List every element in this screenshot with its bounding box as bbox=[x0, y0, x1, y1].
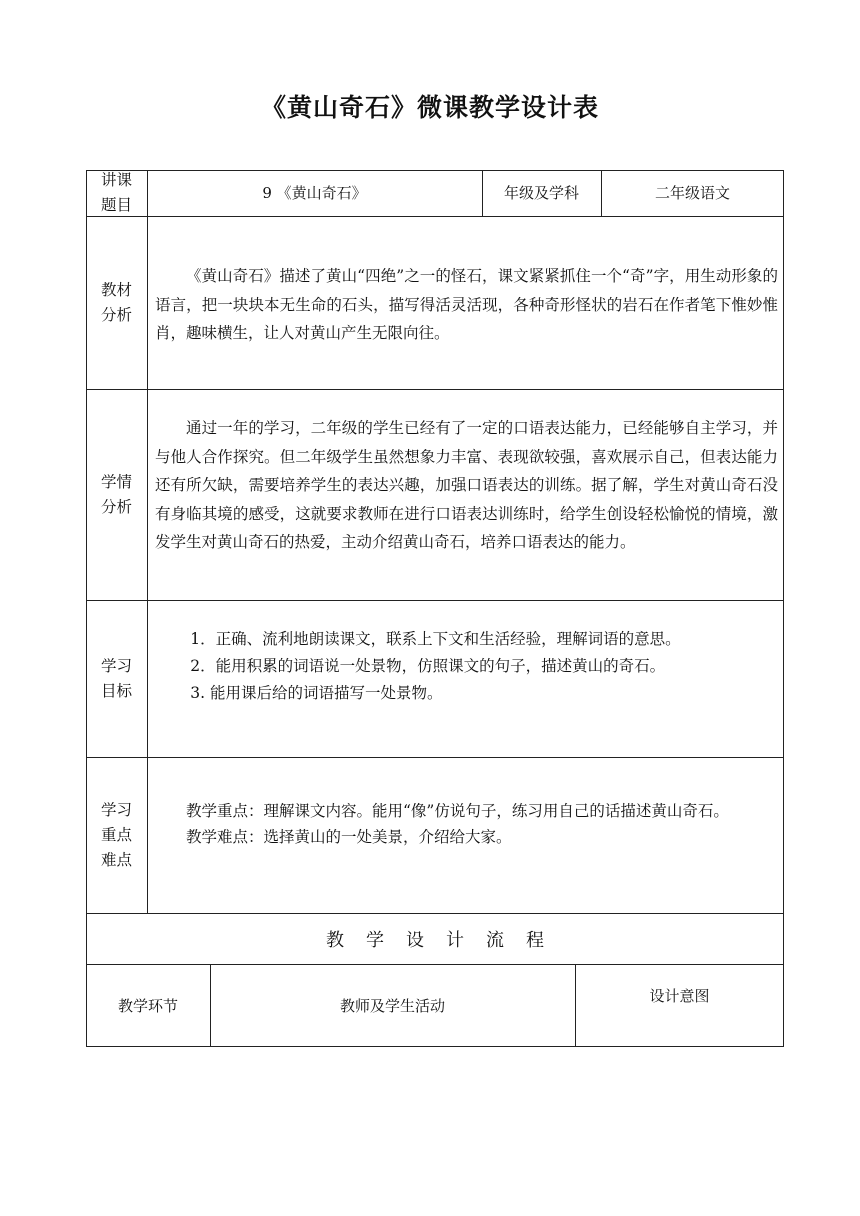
material-analysis-label bbox=[86, 216, 147, 389]
row-divider bbox=[86, 757, 784, 758]
goals-label-line1: 学习 bbox=[100, 656, 132, 675]
column-divider bbox=[147, 170, 148, 914]
stage-column-header: 教学环节 bbox=[117, 996, 178, 1015]
topic-label bbox=[86, 170, 147, 216]
keypoints-label-line3: 难点 bbox=[100, 850, 132, 869]
grade-label: 年级及学科 bbox=[503, 184, 579, 202]
keypoints-label-line2: 重点 bbox=[100, 825, 132, 844]
student-analysis-label bbox=[86, 389, 147, 600]
student-label-line1: 学情 bbox=[100, 472, 132, 491]
student-analysis-paragraph: 通过一年的学习，二年级的学生已经有了一定的口语表达能力，已经能够自主学习，并与他人合作探究。但二年级学生虽然想象力丰富、表现欲较强，喜欢展示自己，但表达能力还有所欠缺，需要培养学生的表达兴趣，加强口语表达的训练。据了解，学生对黄山奇石没有身临其境的感受，这就要求教师在进行口语表达训练时，给学生创设轻松愉悦的情境，激发学生对黄山奇石的热爱，主动介绍黄山奇石，培养口语表达的能力。 bbox=[155, 419, 778, 551]
material-analysis-text bbox=[155, 262, 778, 348]
material-analysis-paragraph: 《黄山奇石》描述了黄山“四绝”之一的怪石，课文紧紧抓住一个“奇”字，用生动形象的语言，把一块块本无生命的石头，描写得活灵活现，各种奇形怪状的岩石在作者笔下惟妙惟肖，趣味横生，让人对黄山产生无限向往。 bbox=[155, 267, 778, 342]
page-title: 《黄山奇石》微课教学设计表 bbox=[260, 93, 599, 122]
intent-column-header: 设计意图 bbox=[649, 987, 710, 1005]
goals-label-line2: 目标 bbox=[100, 681, 132, 700]
learning-goals-label bbox=[86, 600, 147, 757]
student-label-line2: 分析 bbox=[100, 497, 132, 516]
material-label-line1: 教材 bbox=[100, 280, 132, 299]
teaching-focus: 教学重点：理解课文内容。能用“像”仿说句子，练习用自己的话描述黄山奇石。 bbox=[186, 802, 729, 820]
activities-column-header: 教师及学生活动 bbox=[339, 996, 445, 1015]
goal-item: 2．能用积累的词语说一处景物，仿照课文的句子，描述黄山的奇石。 bbox=[190, 657, 666, 675]
goal-item: 3. 能用课后给的词语描写一处景物。 bbox=[190, 684, 443, 702]
row-divider bbox=[86, 600, 784, 601]
flow-heading: 教学设计流程 bbox=[326, 930, 566, 951]
key-points-text bbox=[155, 798, 778, 850]
material-label-line2: 分析 bbox=[100, 305, 132, 324]
row-divider bbox=[86, 216, 784, 217]
goal-item: 1．正确、流利地朗读课文，联系上下文和生活经验，理解词语的意思。 bbox=[190, 630, 681, 648]
key-points-label bbox=[86, 757, 147, 913]
student-analysis-text bbox=[155, 414, 778, 557]
topic-value: 9 《黄山奇石》 bbox=[262, 184, 367, 202]
learning-goals-list bbox=[150, 626, 778, 707]
topic-label-line1: 讲课 bbox=[100, 171, 132, 189]
topic-label-line2: 题目 bbox=[100, 196, 132, 214]
grade-value: 二年级语文 bbox=[654, 184, 730, 202]
teaching-difficulty: 教学难点：选择黄山的一处美景，介绍给大家。 bbox=[186, 828, 512, 846]
row-divider bbox=[86, 389, 784, 390]
keypoints-label-line1: 学习 bbox=[100, 800, 132, 819]
